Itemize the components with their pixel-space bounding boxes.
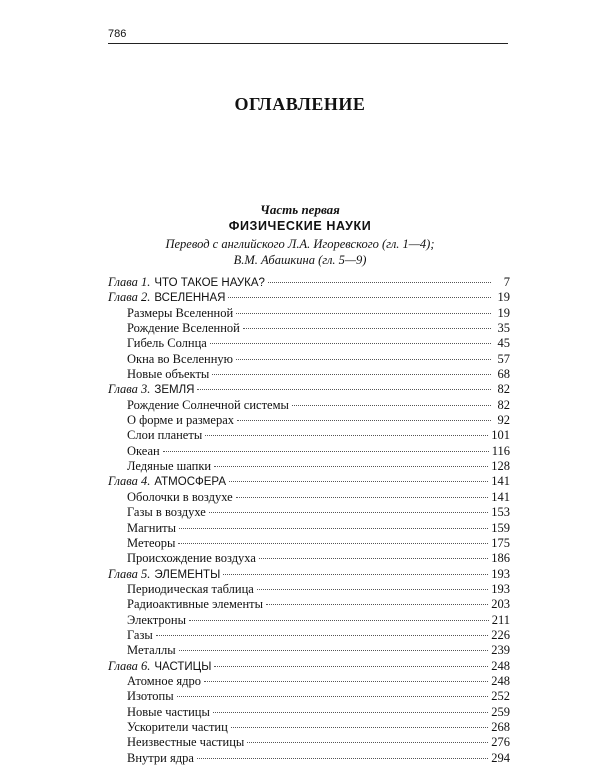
chapter-prefix: Глава 1.	[108, 275, 151, 289]
dot-leader	[179, 528, 488, 529]
page-ref: 141	[491, 474, 510, 489]
page-ref: 35	[497, 321, 510, 336]
section-title: Слои планеты	[127, 428, 203, 443]
page-ref: 82	[497, 397, 510, 412]
page-ref: 128	[491, 459, 510, 474]
chapter-prefix: Глава 3.	[108, 382, 151, 397]
dot-leader	[247, 742, 488, 743]
dot-leader	[259, 558, 488, 559]
chapter-title: ЧАСТИЦЫ	[154, 660, 212, 673]
page-ref: 45	[497, 336, 510, 351]
toc-section-entry	[108, 521, 510, 536]
page-ref: 268	[491, 719, 510, 734]
chapter-prefix: Глава 5.	[108, 566, 151, 581]
section-title: Метеоры	[127, 535, 176, 550]
toc-section-entry	[108, 428, 510, 443]
translation-credit-line-1: Перевод с английского Л.А. Игоревского (гл. 1—4);	[165, 237, 435, 251]
toc-section-entry	[108, 597, 510, 612]
toc-section-entry	[108, 720, 510, 735]
dot-leader	[209, 512, 488, 513]
section-title: Происхождение воздуха	[127, 551, 256, 566]
page-ref: 294	[491, 750, 510, 765]
toc-chapter-entry	[108, 567, 510, 582]
page-ref: 116	[491, 443, 510, 458]
section-title: Окна во Вселенную	[127, 351, 233, 366]
dot-leader	[292, 405, 491, 406]
page-ref: 153	[491, 505, 510, 520]
dot-leader	[212, 374, 491, 375]
page-ref: 252	[491, 689, 510, 704]
dot-leader	[214, 466, 488, 467]
toc-section-entry	[108, 398, 510, 413]
dot-leader	[197, 758, 488, 759]
toc-section-entry	[108, 751, 510, 766]
page-ref: 175	[491, 535, 510, 550]
toc-section-entry	[108, 628, 510, 643]
dot-leader	[179, 650, 489, 651]
page-ref: 211	[491, 612, 510, 627]
translation-credit-line-2: В.М. Абашкина (гл. 5—9)	[233, 253, 367, 267]
part-title: ФИЗИЧЕСКИЕ НАУКИ	[228, 219, 372, 233]
page-ref: 186	[491, 551, 510, 566]
toc-section-entry	[108, 490, 510, 505]
toc-section-entry	[108, 459, 510, 474]
section-title: Атомное ядро	[127, 673, 201, 688]
page-ref: 248	[491, 658, 510, 673]
page-ref: 57	[497, 351, 510, 366]
page-ref: 276	[491, 735, 510, 750]
section-title: Рождение Вселенной	[127, 321, 240, 336]
page-ref: 193	[491, 581, 510, 596]
section-title: О форме и размерах	[127, 413, 235, 428]
toc-section-entry	[108, 413, 510, 428]
toc-section-entry	[108, 582, 510, 597]
toc-chapter-entry	[108, 290, 510, 305]
part-label: Часть первая	[260, 202, 340, 217]
toc-section-entry	[108, 367, 510, 382]
dot-leader	[268, 282, 491, 283]
toc-section-entry	[108, 352, 510, 367]
toc-section-entry	[108, 674, 510, 689]
dot-leader	[223, 574, 488, 575]
dot-leader	[236, 497, 489, 498]
dot-leader	[210, 343, 491, 344]
chapter-prefix: Глава 4.	[108, 474, 151, 489]
page-ref: 82	[497, 382, 510, 397]
toc-section-entry	[108, 336, 510, 351]
section-title: Новые объекты	[127, 367, 210, 382]
dot-leader	[236, 359, 491, 360]
dot-leader	[237, 420, 491, 421]
page-ref: 226	[491, 627, 510, 642]
table-of-contents	[108, 275, 510, 766]
section-title: Металлы	[127, 643, 176, 658]
dot-leader	[177, 696, 489, 697]
page-ref: 92	[497, 413, 510, 428]
toc-section-entry	[108, 444, 510, 459]
dot-leader	[228, 297, 491, 298]
dot-leader	[189, 620, 489, 621]
dot-leader	[197, 389, 491, 390]
page-ref: 159	[491, 520, 510, 535]
dot-leader	[204, 681, 488, 682]
toc-section-entry	[108, 643, 510, 658]
section-title: Ледяные шапки	[127, 459, 212, 474]
dot-leader	[163, 451, 489, 452]
chapter-title: ЭЛЕМЕНТЫ	[154, 568, 221, 581]
toc-section-entry	[108, 735, 510, 750]
toc-section-entry	[108, 705, 510, 720]
dot-leader	[213, 712, 488, 713]
chapter-prefix: Глава 2.	[108, 290, 151, 305]
chapter-title: АТМОСФЕРА	[154, 476, 227, 489]
page-header	[108, 28, 508, 44]
page-ref: 248	[491, 673, 510, 688]
dot-leader	[178, 543, 488, 544]
toc-section-entry	[108, 321, 510, 336]
dot-leader	[266, 604, 488, 605]
toc-section-entry	[108, 551, 510, 566]
toc-chapter-entry	[108, 474, 510, 489]
dot-leader	[229, 481, 488, 482]
section-title: Ускорители частиц	[127, 719, 228, 734]
toc-section-entry	[108, 536, 510, 551]
section-title: Периодическая таблица	[127, 581, 254, 596]
section-title: Новые частицы	[127, 704, 210, 719]
section-title: Изотопы	[127, 689, 174, 704]
section-title: Рождение Солнечной системы	[127, 397, 289, 412]
toc-chapter-entry	[108, 275, 510, 290]
dot-leader	[236, 313, 491, 314]
page-ref: 19	[497, 305, 510, 320]
dot-leader	[257, 589, 488, 590]
section-title: Электроны	[127, 612, 186, 627]
page-ref: 68	[497, 367, 510, 382]
dot-leader	[214, 666, 488, 667]
toc-section-entry	[108, 306, 510, 321]
section-title: Оболочки в воздухе	[127, 489, 233, 504]
chapter-title: ВСЕЛЕННАЯ	[154, 292, 226, 305]
section-title: Внутри ядра	[127, 750, 194, 765]
toc-chapter-entry	[108, 382, 510, 397]
section-title: Газы	[127, 627, 153, 642]
dot-leader	[156, 635, 488, 636]
page-title: ОГЛАВЛЕНИЕ	[234, 94, 366, 114]
page-ref: 203	[491, 597, 510, 612]
dot-leader	[243, 328, 491, 329]
page-number: 786	[108, 28, 127, 40]
page-ref: 141	[491, 489, 510, 504]
page-ref: 239	[491, 643, 510, 658]
section-title: Океан	[127, 443, 160, 458]
chapter-title: ЗЕМЛЯ	[154, 384, 195, 397]
toc-section-entry	[108, 689, 510, 704]
chapter-prefix: Глава 6.	[108, 658, 151, 673]
toc-section-entry	[108, 613, 510, 628]
section-title: Гибель Солнца	[127, 336, 207, 351]
section-title: Размеры Вселенной	[127, 305, 234, 320]
section-title: Радиоактивные элементы	[127, 597, 264, 612]
page-ref: 193	[491, 566, 510, 581]
section-title: Неизвестные частицы	[127, 735, 245, 750]
section-title: Магниты	[127, 520, 177, 535]
toc-chapter-entry	[108, 659, 510, 674]
page-ref: 259	[491, 704, 510, 719]
dot-leader	[231, 727, 488, 728]
page-ref: 101	[491, 428, 510, 443]
page-ref: 19	[497, 290, 510, 305]
chapter-title: ЧТО ТАКОЕ НАУКА?	[154, 277, 265, 289]
dot-leader	[205, 435, 488, 436]
page-ref: 7	[503, 275, 510, 289]
section-title: Газы в воздухе	[127, 505, 206, 520]
toc-section-entry	[108, 505, 510, 520]
